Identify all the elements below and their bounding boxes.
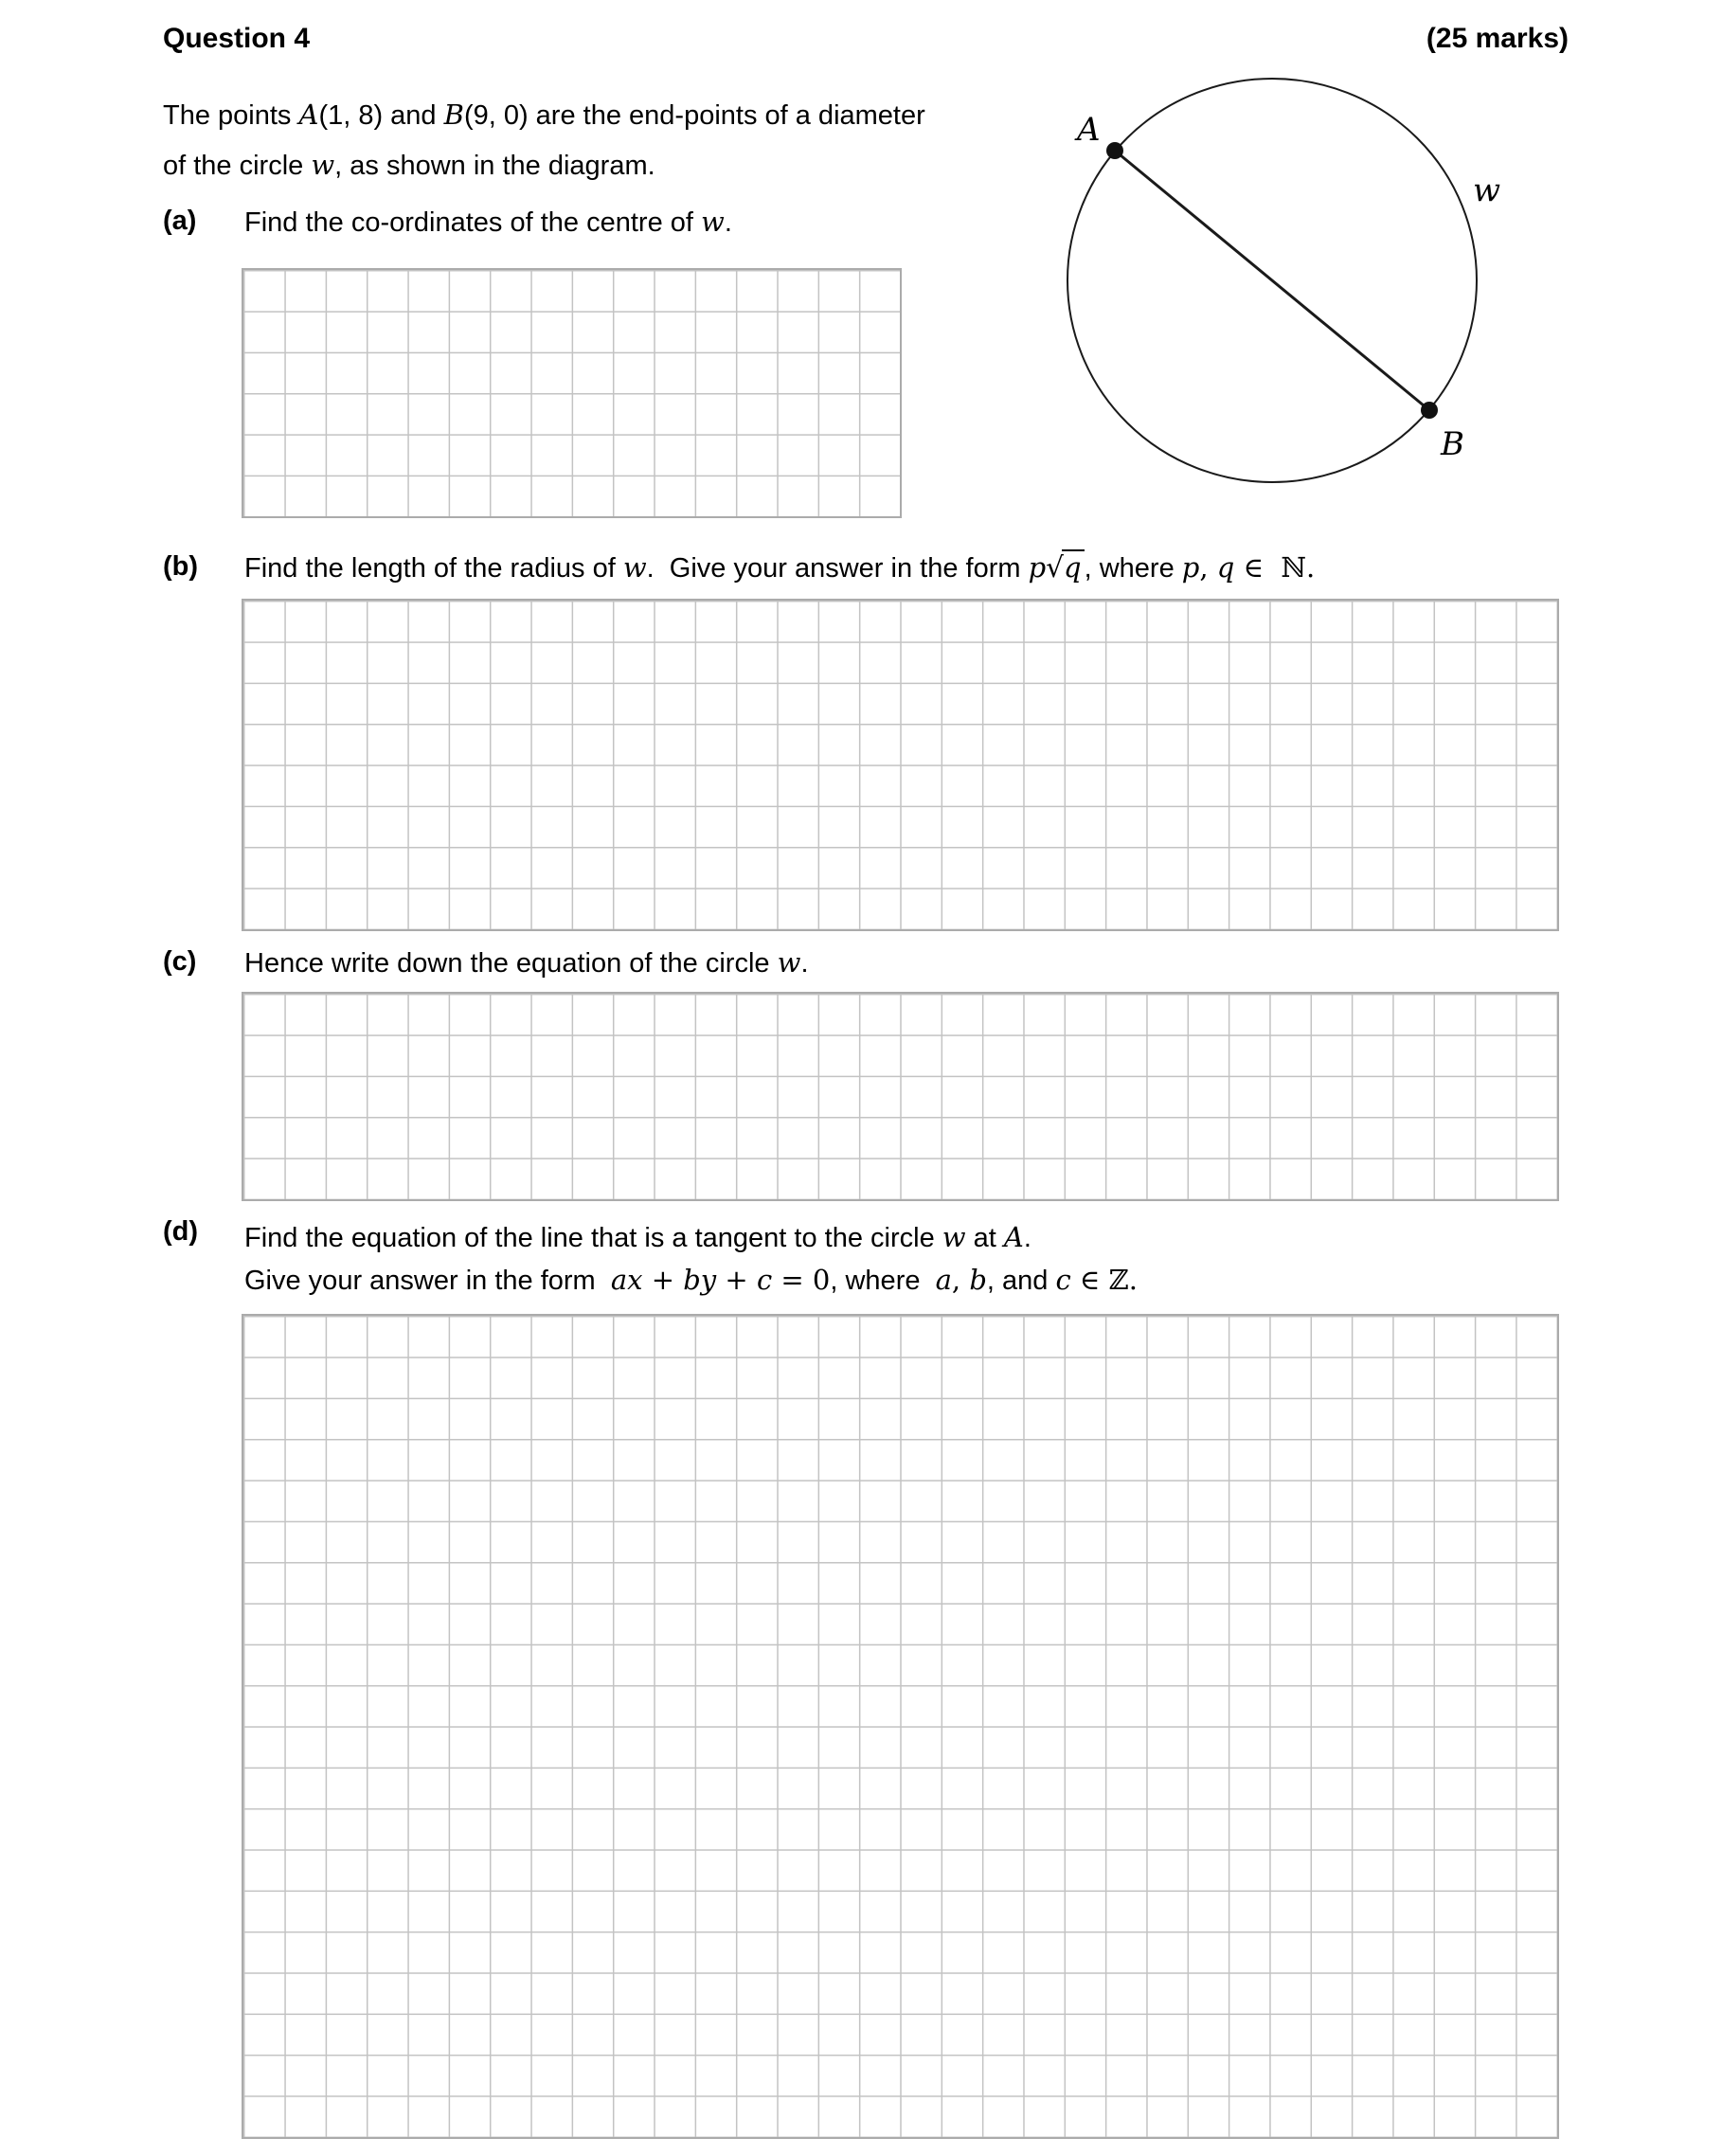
part-d-line-2: Give your answer in the form ax + by + c = 0, where a, b, and c ∈ ℤ. xyxy=(244,1264,1139,1296)
intro-text xyxy=(163,90,925,190)
answer-grid-d xyxy=(242,1314,1559,2139)
point-a-dot xyxy=(1106,142,1123,159)
circle-diagram xyxy=(1054,66,1511,494)
part-a-text: Find the co-ordinates of the centre of w. xyxy=(244,206,732,238)
answer-grid-c xyxy=(242,992,1559,1201)
question-title: Question 4 xyxy=(163,23,311,54)
part-b-text: Find the length of the radius of w. Give your answer in the form p√q , where p, q ∈ ℕ. xyxy=(244,551,1316,584)
part-b-label: (b) xyxy=(163,551,199,582)
point-b-label: B xyxy=(1441,425,1464,463)
circle-w-label: w xyxy=(1473,171,1501,209)
answer-grid-b xyxy=(242,599,1559,931)
part-d-label: (d) xyxy=(163,1216,199,1247)
part-d-line-1: Find the equation of the line that is a tangent to the circle w at A. xyxy=(244,1221,1031,1253)
intro-line-1: The points A(1, 8) and B(9, 0) are the end-points of a diameter xyxy=(163,99,925,131)
answer-grid-a xyxy=(242,268,902,518)
diameter-line xyxy=(1115,151,1429,410)
part-a-label: (a) xyxy=(163,206,197,236)
point-a-label: A xyxy=(1077,111,1101,149)
intro-line-2: of the circle w, as shown in the diagram. xyxy=(163,149,655,181)
part-d-text xyxy=(244,1216,1138,1302)
part-c-text: Hence write down the equation of the circle w. xyxy=(244,946,809,979)
point-b-dot xyxy=(1421,402,1438,419)
marks-label: (25 marks) xyxy=(1426,23,1569,54)
part-c-label: (c) xyxy=(163,946,197,977)
